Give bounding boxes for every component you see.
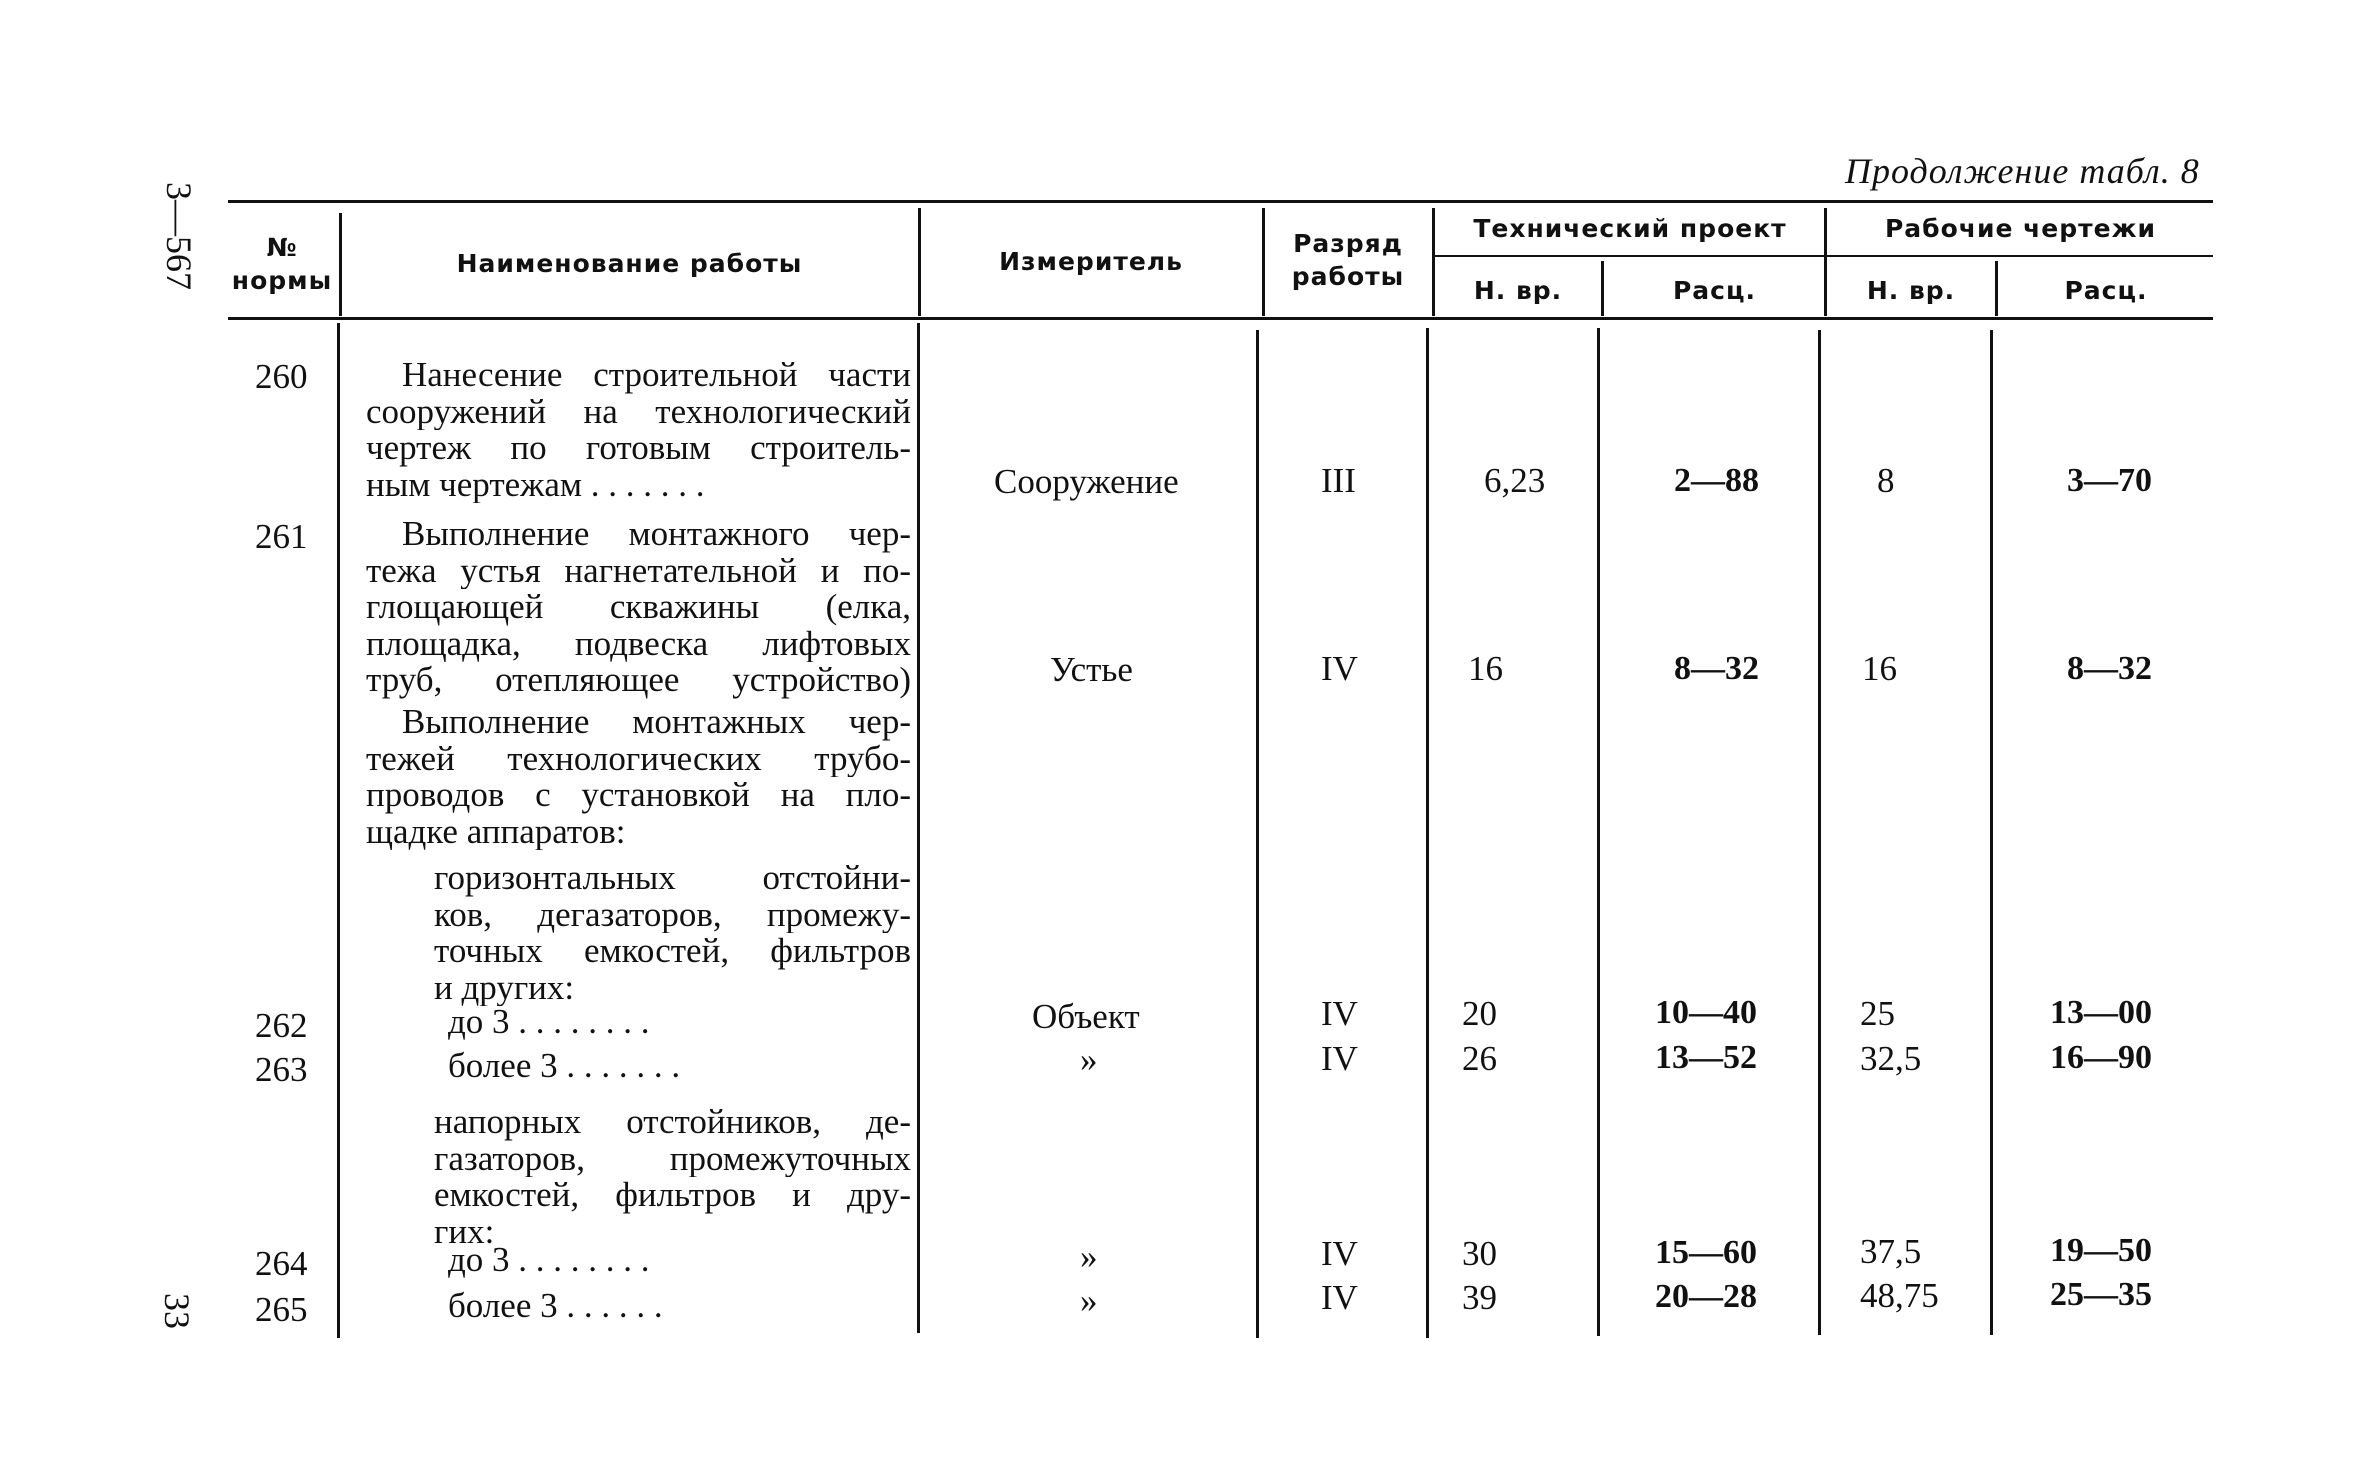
row-grade: IV	[1321, 649, 1358, 688]
header-tech-rate: Расц.	[1672, 276, 1757, 305]
header-work-norm-time: Н. вр.	[1866, 276, 1956, 305]
row-work-time: 16	[1862, 649, 1897, 688]
row-num: 262	[255, 1006, 308, 1045]
row-work-time: 48,75	[1860, 1276, 1939, 1315]
row-num: 264	[255, 1244, 308, 1283]
row-work-time: 8	[1877, 461, 1895, 500]
row-grade: IV	[1321, 994, 1358, 1033]
row-tech-time: 6,23	[1484, 461, 1546, 500]
row-tech-time: 16	[1468, 649, 1503, 688]
body-divider	[1426, 328, 1429, 1338]
row-num: 263	[255, 1050, 308, 1089]
row-unit: Объект	[1032, 997, 1140, 1036]
group-heading: Выполнение монтажных чер- тежей технологических трубо- проводов с установкой на пло- щадке аппаратов:	[366, 704, 911, 850]
row-grade: IV	[1321, 1278, 1358, 1317]
page-number: 33	[157, 1293, 197, 1329]
header-divider	[1432, 208, 1435, 316]
row-tech-time: 30	[1462, 1234, 1497, 1273]
side-code: 3—567	[159, 182, 199, 290]
row-unit: »	[1080, 1281, 1098, 1320]
row-description: более 3 . . . . . . .	[448, 1048, 681, 1085]
header-divider	[1995, 261, 1998, 316]
header-working-drawings: Рабочие чертежи	[1884, 214, 2157, 243]
row-work-time: 25	[1860, 994, 1895, 1033]
row-tech-rate: 2—88	[1674, 462, 1759, 499]
row-grade: IV	[1321, 1234, 1358, 1273]
row-tech-rate: 15—60	[1655, 1234, 1757, 1271]
header-divider	[1601, 261, 1604, 316]
row-tech-rate: 20—28	[1655, 1278, 1757, 1315]
row-unit: Сооружение	[994, 462, 1179, 501]
row-work-rate: 3—70	[2067, 462, 2152, 499]
body-divider	[1597, 328, 1600, 1336]
row-num: 265	[255, 1290, 308, 1329]
header-name: Наименование работы	[456, 249, 803, 278]
row-description: Нанесение строительной части сооружений на технологический чертеж по готовым строитель- ным чертежам . . . . . . .	[366, 357, 911, 503]
header-unit: Измеритель	[999, 247, 1183, 276]
header-work-rate: Расц.	[2064, 276, 2148, 305]
header-grade: Разряд работы	[1291, 229, 1405, 291]
row-tech-time: 39	[1462, 1278, 1497, 1317]
row-tech-rate: 8—32	[1674, 650, 1759, 687]
subgroup-heading: горизонтальных отстойни- ков, дегазаторов, промежу- точных емкостей, фильтров и других:	[434, 860, 911, 1006]
row-unit: Устье	[1050, 650, 1133, 689]
table-caption: Продолжение табл. 8	[1845, 151, 2200, 191]
row-num: 261	[255, 517, 308, 556]
body-divider	[917, 323, 920, 1333]
header-divider	[1824, 208, 1827, 316]
body-divider	[337, 323, 340, 1338]
header-num: № нормы	[231, 233, 333, 295]
row-tech-rate: 10—40	[1655, 994, 1757, 1031]
row-grade: IV	[1321, 1039, 1358, 1078]
row-work-time: 32,5	[1860, 1039, 1922, 1078]
row-description: до 3 . . . . . . . .	[448, 1004, 650, 1041]
row-grade: III	[1321, 461, 1356, 500]
body-divider	[1256, 330, 1259, 1338]
row-tech-rate: 13—52	[1655, 1039, 1757, 1076]
row-num: 260	[255, 357, 308, 396]
header-divider	[1262, 208, 1265, 316]
row-work-rate: 8—32	[2067, 650, 2152, 687]
subgroup-heading: напорных отстойников, де- газаторов, промежуточных емкостей, фильтров и дру- гих:	[434, 1104, 911, 1250]
row-work-time: 37,5	[1860, 1232, 1922, 1271]
body-divider	[1818, 330, 1821, 1335]
row-work-rate: 13—00	[2050, 994, 2152, 1031]
body-divider	[1990, 330, 1993, 1335]
row-tech-time: 26	[1462, 1039, 1497, 1078]
row-description: до 3 . . . . . . . .	[448, 1242, 650, 1279]
header-tech-norm-time: Н. вр.	[1473, 276, 1563, 305]
row-description: более 3 . . . . . .	[448, 1288, 663, 1325]
header-tech-project: Технический проект	[1473, 214, 1787, 243]
header-divider	[918, 208, 921, 316]
row-unit: »	[1080, 1040, 1098, 1079]
row-work-rate: 16—90	[2050, 1039, 2152, 1076]
header-top-rule	[228, 200, 2213, 203]
row-tech-time: 20	[1462, 994, 1497, 1033]
row-work-rate: 25—35	[2050, 1276, 2152, 1313]
row-unit: »	[1080, 1237, 1098, 1276]
header-bottom-rule	[228, 317, 2213, 320]
row-work-rate: 19—50	[2050, 1232, 2152, 1269]
header-divider	[339, 213, 342, 316]
row-description: Выполнение монтажного чер- тежа устья нагнетательной и по- глощающей скважины (елка, площадка, подвеска лифтовых труб, отепляющее устройство)	[366, 516, 911, 699]
